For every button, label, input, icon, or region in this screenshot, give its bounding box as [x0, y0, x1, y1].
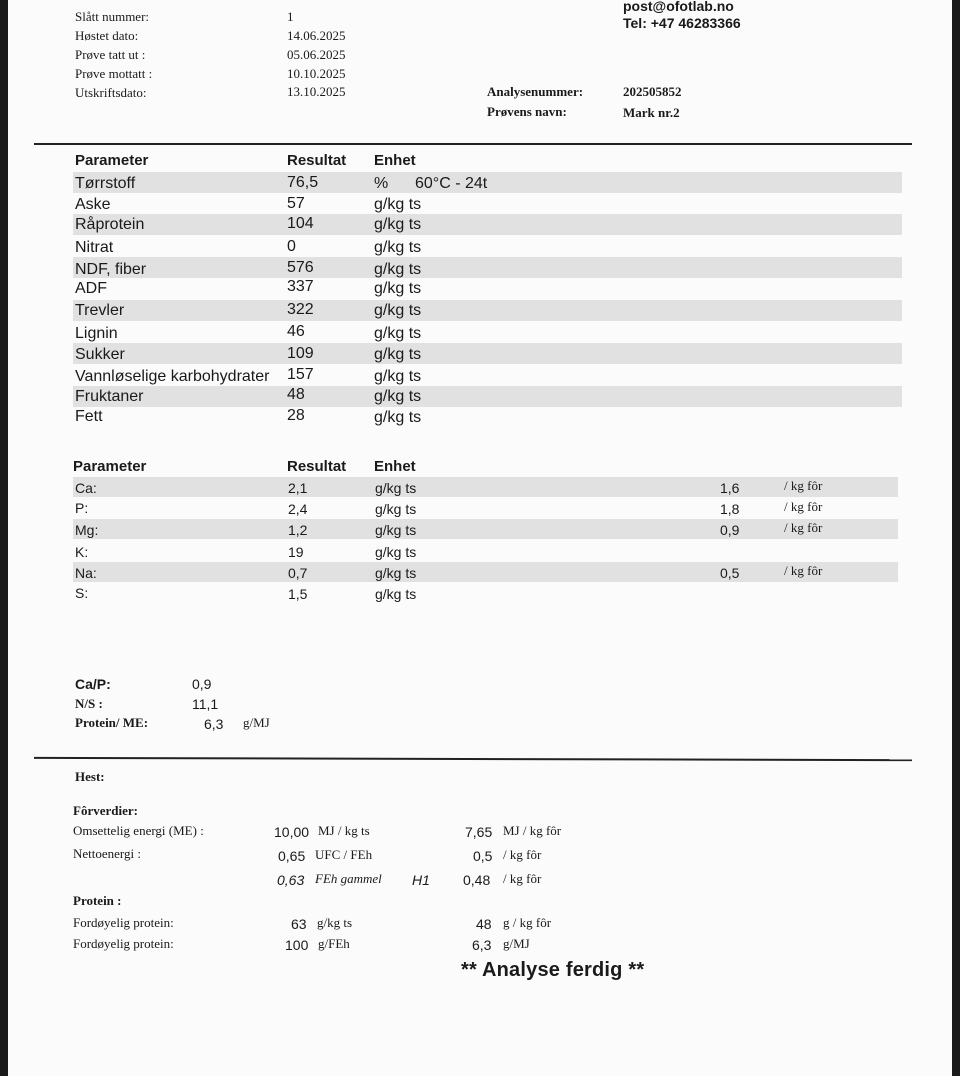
header-value: 14.06.2025	[287, 28, 346, 43]
lab-email: post@ofotlab.no	[623, 0, 734, 14]
mineral-unit: g/kg ts	[375, 544, 417, 560]
analysis-number: 202505852	[623, 84, 682, 99]
mineral-unit: g/kg ts	[375, 522, 417, 538]
section-title-feed-values: Fôrverdier:	[73, 803, 138, 818]
header-value: 10.10.2025	[287, 66, 346, 81]
dp-ts-unit: g/kg ts	[317, 915, 353, 930]
col-header-unit: Enhet	[374, 458, 416, 475]
param-unit: g/kg ts	[374, 368, 422, 385]
header-value: 13.10.2025	[287, 84, 346, 99]
param-name: Aske	[75, 196, 111, 213]
h1-feed-value: 0,48	[463, 872, 491, 888]
analysis-complete-banner: ** Analyse ferdig **	[461, 959, 645, 981]
header-value: 1	[287, 9, 294, 24]
header-label: Utskriftsdato:	[75, 85, 147, 100]
col-header-result: Resultat	[287, 152, 347, 169]
mineral-per-feed-unit: / kg fôr	[784, 520, 823, 535]
h1-label: H1	[412, 872, 430, 888]
header-label: Slått nummer:	[75, 9, 150, 24]
mineral-result: 0,7	[288, 565, 308, 581]
param-result: 57	[287, 195, 305, 212]
mineral-name: K:	[75, 544, 89, 560]
sample-name-label: Prøvens navn:	[487, 104, 567, 119]
mineral-name: P:	[75, 500, 89, 516]
param-unit: g/kg ts	[374, 196, 422, 213]
lab-phone: Tel: +47 46283366	[623, 15, 741, 31]
mineral-per-feed: 1,8	[720, 501, 740, 517]
param-unit: g/kg ts	[374, 239, 422, 256]
ne-label: Nettoenergi :	[73, 846, 141, 861]
col-header-parameter: Parameter	[75, 152, 149, 169]
row-shade	[73, 257, 902, 278]
param-name: ADF	[75, 280, 107, 297]
mineral-per-feed: 0,5	[720, 565, 740, 581]
param-unit: g/kg ts	[374, 325, 422, 342]
param-result: 28	[287, 407, 305, 424]
dp-feh-unit: g/FEh	[318, 936, 350, 951]
mineral-name: Na:	[75, 565, 97, 581]
ne-feed-unit: / kg fôr	[503, 847, 542, 862]
ratio-label: Protein/ ME:	[75, 715, 149, 730]
param-note: 60°C - 24t	[415, 175, 488, 192]
mineral-per-feed-unit: / kg fôr	[784, 499, 823, 514]
param-result: 104	[287, 215, 314, 232]
param-unit: g/kg ts	[374, 302, 422, 319]
param-result: 322	[287, 301, 314, 318]
dp-mj-unit: g/MJ	[503, 936, 530, 951]
mineral-unit: g/kg ts	[375, 480, 417, 496]
mineral-unit: g/kg ts	[375, 565, 417, 581]
ne-ufc-value: 0,65	[278, 848, 306, 864]
row-shade	[73, 172, 902, 193]
sample-name: Mark nr.2	[623, 105, 680, 120]
param-name: Sukker	[75, 346, 125, 363]
param-name: Råprotein	[75, 216, 145, 233]
mineral-result: 1,5	[288, 586, 308, 602]
mineral-per-feed: 1,6	[720, 480, 740, 496]
param-name: NDF, fiber	[75, 261, 147, 278]
param-unit: g/kg ts	[374, 216, 422, 233]
param-name: Tørrstoff	[75, 175, 136, 192]
ratio-label: N/S :	[75, 696, 103, 711]
me-feed-unit: MJ / kg fôr	[503, 823, 562, 838]
param-name: Trevler	[75, 302, 125, 319]
param-name: Vannløselige karbohydrater	[75, 368, 270, 385]
param-result: 76,5	[287, 174, 319, 191]
feh-old-unit: FEh gammel	[315, 871, 382, 886]
row-shade	[73, 477, 898, 497]
h1-feed-unit: / kg fôr	[503, 871, 542, 886]
ne-ufc-unit: UFC / FEh	[315, 847, 373, 862]
divider	[34, 143, 912, 145]
row-shade	[73, 519, 898, 539]
param-name: Lignin	[75, 325, 118, 342]
header-label: Høstet dato:	[75, 28, 139, 43]
ne-feed-value: 0,5	[473, 848, 493, 864]
dp-mj-value: 6,3	[472, 937, 492, 953]
header-label: Prøve mottatt :	[75, 66, 153, 81]
col-header-unit: Enhet	[374, 152, 416, 169]
dp-ts-value: 63	[291, 916, 307, 932]
param-result: 0	[287, 238, 296, 255]
param-unit: g/kg ts	[374, 261, 422, 278]
me-label: Omsettelig energi (ME) :	[73, 823, 204, 838]
digestible-protein-label: Fordøyelig protein:	[73, 936, 174, 951]
me-ts-unit: MJ / kg ts	[318, 823, 370, 838]
mineral-result: 2,1	[288, 480, 308, 496]
report-page	[8, 0, 952, 1076]
row-shade	[73, 214, 902, 235]
ratio-value: 11,1	[192, 696, 219, 712]
mineral-result: 19	[288, 544, 304, 560]
row-shade	[73, 343, 902, 364]
param-name: Fett	[75, 408, 103, 425]
row-shade	[73, 300, 902, 321]
ratio-value: 6,3	[204, 716, 224, 732]
mineral-result: 1,2	[288, 522, 308, 538]
param-unit: g/kg ts	[374, 346, 422, 363]
me-ts-value: 10,00	[274, 824, 310, 840]
mineral-per-feed: 0,9	[720, 522, 740, 538]
analysis-number-label: Analysenummer:	[487, 84, 584, 99]
mineral-name: Mg:	[75, 522, 99, 538]
ratio-label: Ca/P:	[75, 676, 111, 692]
mineral-per-feed-unit: / kg fôr	[784, 563, 823, 578]
dp-feed-value: 48	[476, 916, 492, 932]
param-unit: g/kg ts	[374, 280, 422, 297]
digestible-protein-label: Fordøyelig protein:	[73, 915, 174, 930]
ratio-value: 0,9	[192, 676, 212, 692]
param-result: 109	[287, 345, 314, 362]
mineral-name: S:	[75, 585, 89, 601]
col-header-parameter: Parameter	[73, 458, 147, 475]
mineral-unit: g/kg ts	[375, 501, 417, 517]
param-result: 576	[287, 259, 314, 276]
ratio-unit: g/MJ	[243, 715, 270, 730]
param-unit: g/kg ts	[374, 409, 422, 426]
section-title-protein: Protein :	[73, 893, 122, 908]
param-result: 337	[287, 278, 314, 295]
mineral-result: 2,4	[288, 501, 308, 517]
param-unit: g/kg ts	[374, 388, 422, 405]
row-shade	[73, 386, 902, 407]
feh-old-value: 0,63	[277, 872, 305, 888]
param-result: 157	[287, 366, 314, 383]
dp-feed-unit: g / kg fôr	[503, 915, 552, 930]
section-title-horse: Hest:	[75, 769, 105, 784]
me-feed-value: 7,65	[465, 824, 493, 840]
col-header-result: Resultat	[287, 458, 347, 475]
row-shade	[73, 562, 898, 582]
mineral-unit: g/kg ts	[375, 586, 417, 602]
param-result: 46	[287, 323, 305, 340]
header-label: Prøve tatt ut :	[75, 47, 146, 62]
dp-feh-value: 100	[285, 937, 309, 953]
param-result: 48	[287, 386, 305, 403]
mineral-name: Ca:	[75, 480, 97, 496]
param-name: Fruktaner	[75, 388, 144, 405]
header-value: 05.06.2025	[287, 47, 346, 62]
param-unit: %	[374, 175, 389, 192]
divider	[34, 757, 912, 761]
mineral-per-feed-unit: / kg fôr	[784, 478, 823, 493]
param-name: Nitrat	[75, 239, 114, 256]
